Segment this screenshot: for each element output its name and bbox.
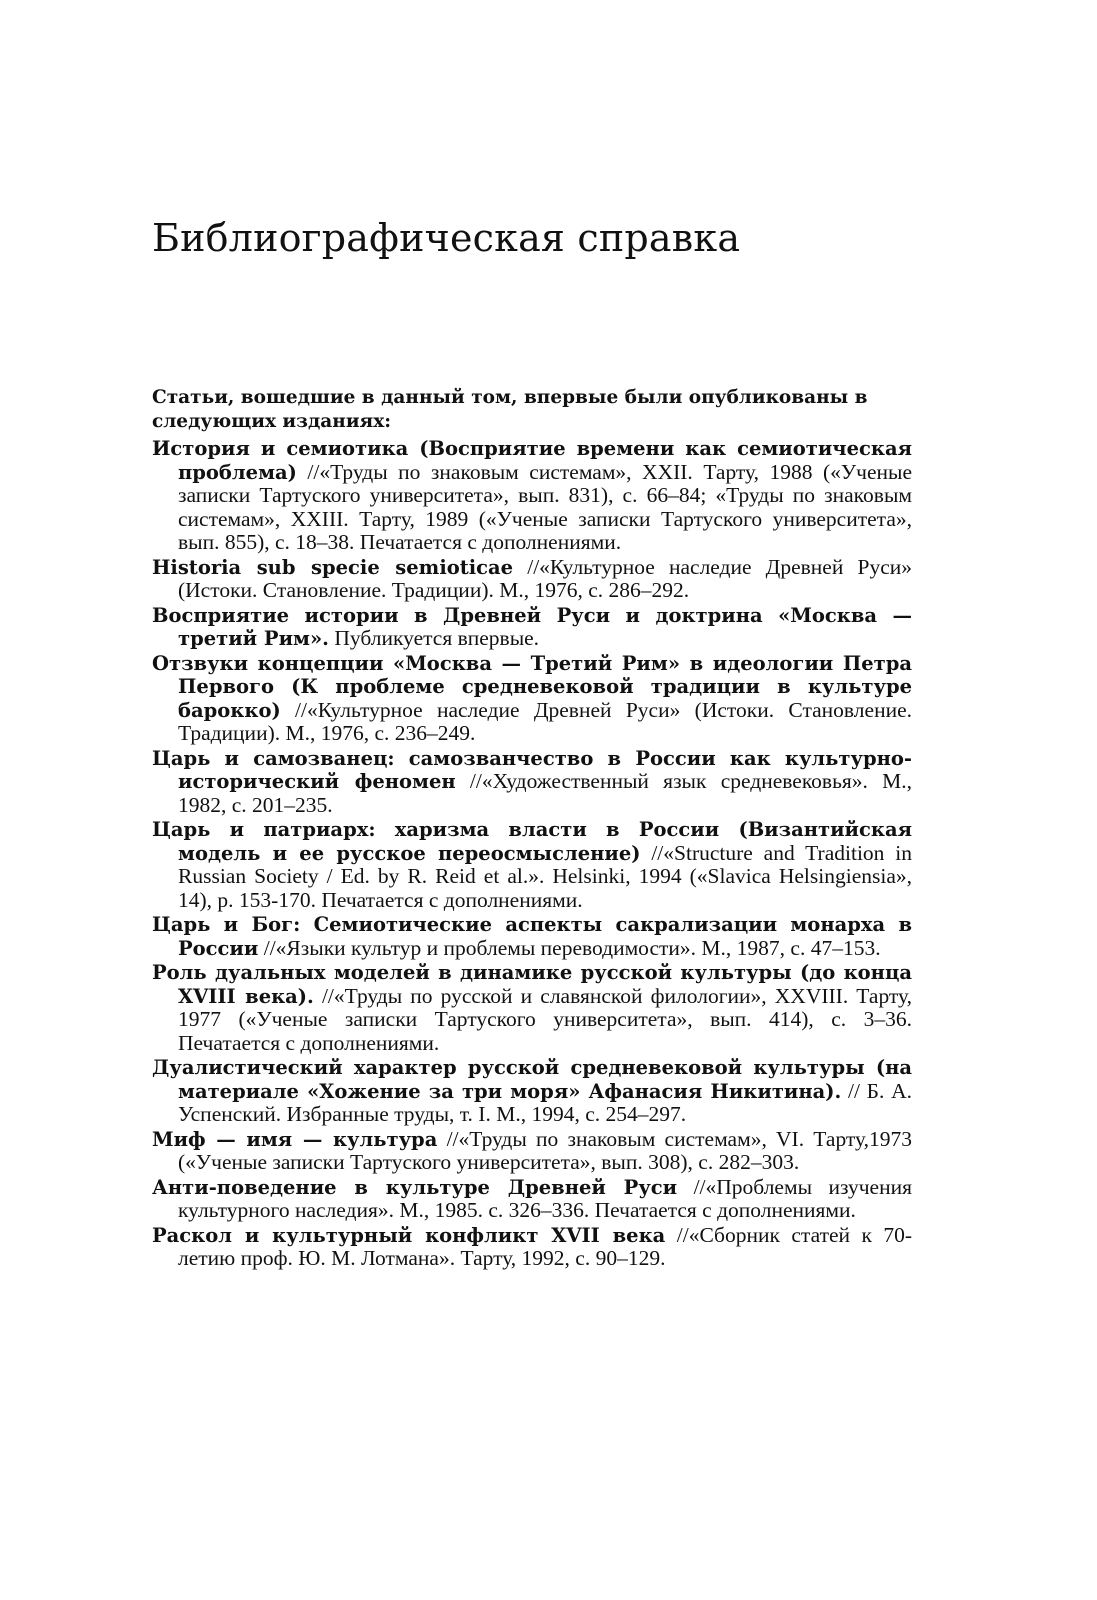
entry-source: //«Культурное наследие Древней Руси» (Истоки. Становление. Традиции). М., 1976, с. 236–249. [178,697,912,745]
entry-title: Анти-поведение в культуре Древней Руси [152,1175,678,1199]
book-page [152,0,912,1600]
bibliography-entry [152,604,912,651]
bibliography-entry [152,556,912,603]
bibliography-entry [152,818,912,912]
entry-source: //«Проблемы изучения культурного наследия». М., 1985. с. 326–336. Печатается с дополнениями. [178,1174,912,1222]
bibliography-entry [152,747,912,818]
bibliography-entry [152,437,912,555]
entry-source: //«Труды по знаковым системам», VI. Тарту,1973 («Ученые записки Тартуского университета», вып. 308), с. 282–303. [178,1126,913,1174]
page-title: Библиографическая справка [152,216,741,260]
intro-text: Статьи, вошедшие в данный том, впервые были опубликованы в следующих изданиях: [152,387,868,432]
entry-title: Дуалистический характер русской средневековой культуры (на материале «Хожение за три моря» Афанасия Никитина). [152,1056,912,1103]
entry-title: История и семиотика (Восприятие времени как семиотическая проблема) [152,437,912,484]
entry-title: Роль дуальных моделей в динамике русской культуры (до конца XVIII века). [152,961,912,1008]
entry-source: //«Культурное наследие Древней Руси» (Истоки. Становление. Традиции). М., 1976, с. 286–292. [178,554,912,602]
entry-title: Отзвуки концепции «Москва — Третий Рим» в идеологии Петра Первого (К проблеме средневековой традиции в культуре барокко) [152,651,912,722]
bibliography-entry [152,1128,912,1175]
bibliography-entry [152,913,912,960]
bibliography-entry [152,961,912,1055]
entry-title: Восприятие истории в Древней Руси и доктрина «Москва — третий Рим». [152,603,912,650]
bibliography-list [152,386,912,1271]
entry-source: Публикуется впервые. [334,626,540,650]
bibliography-entry [152,1056,912,1127]
entry-title: Царь и самозванец: самозванчество в России как культурно-исторический феномен [152,746,912,793]
bibliography-entry [152,1224,912,1271]
entry-source: //«Языки культур и проблемы переводимости». М., 1987, с. 47–153. [263,935,881,960]
entry-title: Раскол и культурный конфликт XVII века [152,1223,666,1247]
bibliography-entry [152,652,912,746]
entry-source: //«Труды по знаковым системам», XXII. Тарту, 1988 («Ученые записки Тартуского университета», вып. 831), с. 66–84; «Труды по знаковым системам», XXIII. Тарту, 1989 («Ученые записки Тартуского университета», вып. 855), с. 18–38. Печатается с дополнениями. [178,459,913,554]
entry-title: Historia sub specie semioticae [152,555,514,579]
entry-source: // Б. А. Успенский. Избранные труды, т. I. М., 1994, с. 254–297. [178,1078,912,1126]
entry-source: //«Художественный язык средневековья». М., 1982, с. 201–235. [178,769,913,817]
entry-source: //«Structure and Tradition in Russian Society / Ed. by R. Reid et al.». Helsinki, 1994 («Slavica Helsingiensia», 14), p. 153-170. Печатается с дополнениями. [178,840,912,912]
entry-source: //«Труды по русской и славянской филологии», XXVIII. Тарту, 1977 («Ученые записки Тартуского университета», вып. 414), с. 3–36. Печатается с дополнениями. [178,983,912,1055]
entry-title: Царь и Бог: Семиотические аспекты сакрализации монарха в России [152,913,912,960]
entry-title: Царь и патриарх: харизма власти в России (Византийская модель и ее русское переосмысление) [152,818,912,865]
entry-title: Миф — имя — культура [152,1127,438,1151]
bibliography-entry [152,1176,912,1223]
entry-source: //«Сборник статей к 70-летию проф. Ю. М. Лотмана». Тарту, 1992, с. 90–129. [178,1222,913,1270]
